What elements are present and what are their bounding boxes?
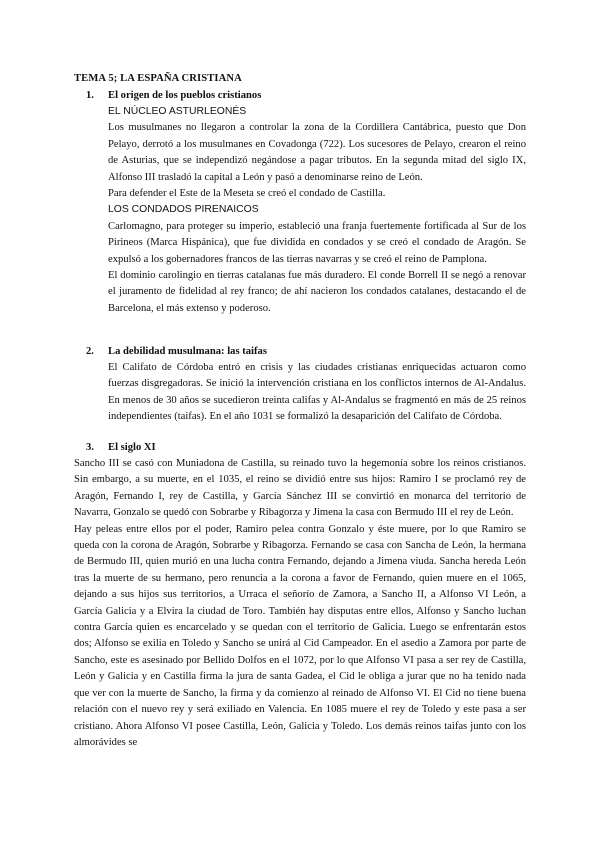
section-2-number: 2. [86, 346, 94, 357]
paragraph-castilla: Para defender el Este de la Meseta se creó el condado de Castilla. [108, 188, 386, 200]
section-1-body [108, 104, 526, 317]
section-1-number: 1. [86, 90, 94, 101]
section-3-heading [86, 440, 156, 456]
paragraph-sancho-iii: Sancho III se casó con Muniadona de Castilla, su reinado tuvo la hegemonía sobre los reinos cristianos. Sin embargo, a su muerte, en el 1035, el reino se dividió entre sus hijos: Ramiro I se proclamó rey de Aragón, Fernando I, rey de Castilla, y García Sánchez III se convirtió en monarca del territorio de Navarra, Gonzalo se quedó con Sobrarbe y Ribagorza y Jimena la casa con Bermudo III el rey de León. [74, 458, 526, 519]
paragraph-condados-catalanes: El dominio carolingio en tierras catalanas fue más duradero. El conde Borrell II se negó a renovar el juramento de fidelidad al rey franco; de ahí nacieron los condados catalanes, destacando el de Barcelona, el más extenso y poderoso. [108, 270, 526, 314]
section-2-title: La debilidad musulmana: las taifas [108, 346, 267, 357]
section-3-number: 3. [86, 442, 94, 453]
section-2-body [108, 360, 526, 426]
paragraph-peleas-poder: Hay peleas entre ellos por el poder, Ramiro pelea contra Gonzalo y éste muere, por lo que Ramiro se queda con la corona de Aragón, Sobrarbe y Ribagorza. Fernando se casa con Sancha de León, la hermana de Bermudo III, quien murió en una lucha contra Fernando, dejando a Jimena viuda. Sancha hereda León tras la muerte de su hermano, pero renuncia a la corona a favor de Fernando, quien muere en el 1065, dejando a sus hijos sus territorios, a Urraca el señorío de Zamora, a Sancho II, a Alfonso VI León, a García Galicia y a Elvira la ciudad de Toro. También hay disputas entre ellos, Alfonso y Sancho luchan contra García quien es encarcelado y se quedan con el territorio de Galicia. Luego se enfrentarán estos dos; Alfonso se exilia en Toledo y Sancho se unirá al Cid Campeador. En el asedio a Zamora por parte de Sancho, este es asesinado por Bellido Dolfos en el 1072, por lo que Alfonso VI pasa a ser rey de Castilla, León y Galicia y en Castilla firma la jura de santa Gadea, el Cid le obliga a jurar que no ha tenido nada que ver con la muerte de Sancho, la firma y da comienzo al reinado de Alfonso VI. El Cid no tiene buena relación con el nuevo rey y será exiliado en Valencia. En 1085 muere el rey de Toledo y este pasa a ser cristiano. Ahora Alfonso VI posee Castilla, León, Galicia y Toledo. Los demás reinos taifas junto con los almorávides se [74, 523, 526, 748]
subheading-condados-pirenaicos: LOS CONDADOS PIRENAICOS [108, 204, 259, 216]
paragraph-asturleones: Los musulmanes no llegaron a controlar la zona de la Cordillera Cantábrica, puesto que Don Pelayo, derrotó a los musulmanes en Covadonga (722). Los sucesores de Pelayo, crearon el reino de Asturias, que se independizó negándose a pagar tributos. En la segunda mitad del siglo IX, Alfonso III trasladó la capital a León y pasó a denominarse reino de León. [108, 122, 526, 183]
subheading-asturleones: EL NÚCLEO ASTURLEONÉS [108, 106, 247, 117]
section-2-heading [86, 344, 267, 360]
section-3-title: El siglo XI [108, 442, 156, 453]
section-1-title: El origen de los pueblos cristianos [108, 90, 262, 101]
document-title: TEMA 5; LA ESPAÑA CRISTIANA [74, 73, 242, 84]
section-3-body [74, 456, 526, 751]
section-1-heading [86, 88, 261, 104]
paragraph-taifas: El Califato de Córdoba entró en crisis y las ciudades cristianas enriquecidas actuaron como fuerzas disgregadoras. Se inició la intervención cristiana en los conflictos internos de Al-Andalus. En menos de 30 años se sucedieron treinta califas y Al-Andalus se fragmentó en más de 25 reinos independientes (taifas). En el año 1031 se formalizó la desaparición del Califato de Córdoba. [108, 362, 526, 423]
paragraph-marca-hispanica: Carlomagno, para proteger su imperio, estableció una franja fuertemente fortificada al Sur de los Pirineos (Marca Hispánica), que fue dividida en condados y se creó el condado de Aragón. Se expulsó a los gobernadores francos de las tierras navarras y se creó el reino de Pamplona. [108, 220, 526, 265]
